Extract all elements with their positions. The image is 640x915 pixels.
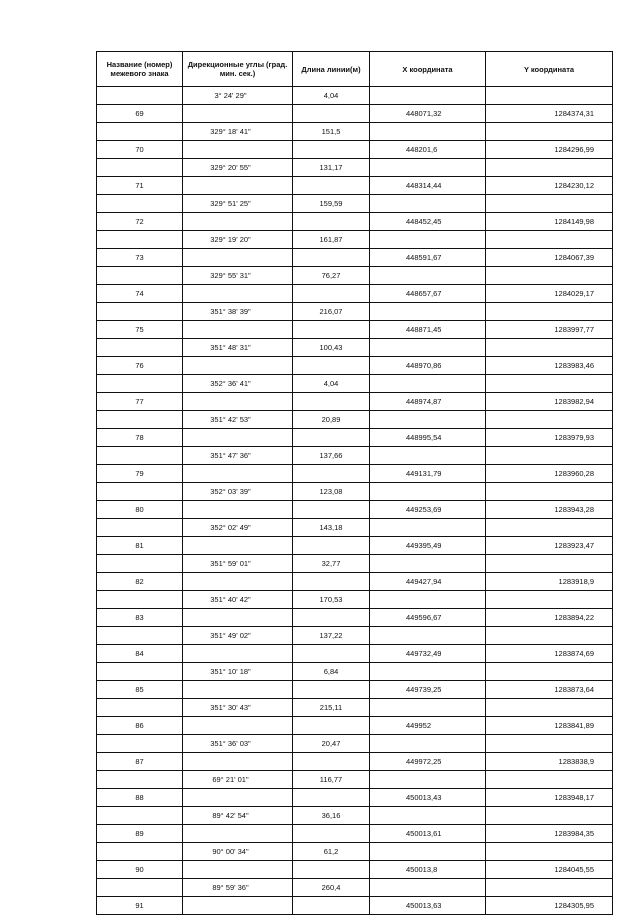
empty-cell	[370, 879, 486, 897]
header-x: X координата	[370, 52, 486, 87]
empty-cell	[486, 195, 613, 213]
empty-cell	[486, 699, 613, 717]
empty-cell	[370, 195, 486, 213]
point-name-cell: 89	[97, 825, 183, 843]
point-name-cell: 79	[97, 465, 183, 483]
empty-cell	[97, 375, 183, 393]
empty-cell	[486, 267, 613, 285]
empty-cell	[97, 591, 183, 609]
empty-cell	[183, 681, 293, 699]
point-name-cell: 84	[97, 645, 183, 663]
table-header-row	[97, 52, 613, 87]
empty-cell	[370, 519, 486, 537]
y-coordinate-cell: 1283894,22	[486, 609, 613, 627]
empty-cell	[183, 501, 293, 519]
table-row-line	[97, 663, 613, 681]
table-row-point	[97, 429, 613, 447]
length-cell: 4,04	[293, 87, 370, 105]
empty-cell	[97, 267, 183, 285]
empty-cell	[97, 411, 183, 429]
empty-cell	[183, 249, 293, 267]
empty-cell	[97, 231, 183, 249]
x-coordinate-cell: 449739,25	[370, 681, 486, 699]
empty-cell	[183, 105, 293, 123]
point-name-cell: 85	[97, 681, 183, 699]
empty-cell	[183, 321, 293, 339]
angle-cell: 351° 48' 31"	[183, 339, 293, 357]
empty-cell	[293, 105, 370, 123]
empty-cell	[183, 357, 293, 375]
table-row-point	[97, 717, 613, 735]
table-row-line	[97, 87, 613, 105]
point-name-cell: 83	[97, 609, 183, 627]
x-coordinate-cell: 448314,44	[370, 177, 486, 195]
y-coordinate-cell: 1284029,17	[486, 285, 613, 303]
empty-cell	[293, 141, 370, 159]
empty-cell	[370, 375, 486, 393]
empty-cell	[183, 285, 293, 303]
empty-cell	[370, 663, 486, 681]
table-row-point	[97, 393, 613, 411]
empty-cell	[370, 555, 486, 573]
empty-cell	[183, 645, 293, 663]
point-name-cell: 78	[97, 429, 183, 447]
length-cell: 159,59	[293, 195, 370, 213]
empty-cell	[370, 267, 486, 285]
length-cell: 76,27	[293, 267, 370, 285]
y-coordinate-cell: 1283960,28	[486, 465, 613, 483]
empty-cell	[293, 717, 370, 735]
empty-cell	[486, 555, 613, 573]
empty-cell	[97, 699, 183, 717]
x-coordinate-cell: 448974,87	[370, 393, 486, 411]
point-name-cell: 81	[97, 537, 183, 555]
angle-cell: 90° 00' 34"	[183, 843, 293, 861]
empty-cell	[293, 861, 370, 879]
y-coordinate-cell: 1283943,28	[486, 501, 613, 519]
empty-cell	[486, 483, 613, 501]
y-coordinate-cell: 1284296,99	[486, 141, 613, 159]
table-row-line	[97, 303, 613, 321]
empty-cell	[370, 483, 486, 501]
empty-cell	[183, 825, 293, 843]
angle-cell: 351° 42' 53"	[183, 411, 293, 429]
x-coordinate-cell: 448071,32	[370, 105, 486, 123]
length-cell: 137,66	[293, 447, 370, 465]
table-row-line	[97, 267, 613, 285]
y-coordinate-cell: 1283984,35	[486, 825, 613, 843]
length-cell: 260,4	[293, 879, 370, 897]
x-coordinate-cell: 449596,67	[370, 609, 486, 627]
y-coordinate-cell: 1283948,17	[486, 789, 613, 807]
y-coordinate-cell: 1283841,89	[486, 717, 613, 735]
table-row-line	[97, 807, 613, 825]
point-name-cell: 90	[97, 861, 183, 879]
x-coordinate-cell: 448657,67	[370, 285, 486, 303]
empty-cell	[293, 537, 370, 555]
empty-cell	[183, 573, 293, 591]
angle-cell: 89° 59' 36"	[183, 879, 293, 897]
empty-cell	[97, 807, 183, 825]
x-coordinate-cell: 450013,61	[370, 825, 486, 843]
table-row-line	[97, 195, 613, 213]
header-y: Y координата	[486, 52, 613, 87]
empty-cell	[293, 177, 370, 195]
table-row-point	[97, 609, 613, 627]
length-cell: 116,77	[293, 771, 370, 789]
point-name-cell: 80	[97, 501, 183, 519]
angle-cell: 351° 10' 18"	[183, 663, 293, 681]
empty-cell	[183, 897, 293, 915]
y-coordinate-cell: 1283918,9	[486, 573, 613, 591]
table-row-line	[97, 627, 613, 645]
empty-cell	[293, 429, 370, 447]
point-name-cell: 82	[97, 573, 183, 591]
angle-cell: 351° 38' 39"	[183, 303, 293, 321]
y-coordinate-cell: 1283923,47	[486, 537, 613, 555]
length-cell: 100,43	[293, 339, 370, 357]
empty-cell	[486, 843, 613, 861]
table-row-line	[97, 771, 613, 789]
point-name-cell: 76	[97, 357, 183, 375]
x-coordinate-cell: 448591,67	[370, 249, 486, 267]
empty-cell	[293, 897, 370, 915]
empty-cell	[486, 807, 613, 825]
length-cell: 131,17	[293, 159, 370, 177]
empty-cell	[293, 249, 370, 267]
empty-cell	[293, 609, 370, 627]
empty-cell	[486, 375, 613, 393]
length-cell: 216,07	[293, 303, 370, 321]
x-coordinate-cell: 450013,8	[370, 861, 486, 879]
x-coordinate-cell: 448871,45	[370, 321, 486, 339]
empty-cell	[370, 411, 486, 429]
empty-cell	[97, 447, 183, 465]
empty-cell	[97, 879, 183, 897]
table-row-point	[97, 645, 613, 663]
y-coordinate-cell: 1283838,9	[486, 753, 613, 771]
table-row-line	[97, 483, 613, 501]
empty-cell	[370, 231, 486, 249]
header-length: Длина линии(м)	[293, 52, 370, 87]
length-cell: 32,77	[293, 555, 370, 573]
point-name-cell: 86	[97, 717, 183, 735]
empty-cell	[370, 123, 486, 141]
angle-cell: 351° 30' 43"	[183, 699, 293, 717]
angle-cell: 3° 24' 29"	[183, 87, 293, 105]
length-cell: 36,16	[293, 807, 370, 825]
length-cell: 143,18	[293, 519, 370, 537]
empty-cell	[486, 411, 613, 429]
x-coordinate-cell: 448201,6	[370, 141, 486, 159]
empty-cell	[293, 321, 370, 339]
empty-cell	[293, 501, 370, 519]
x-coordinate-cell: 450013,43	[370, 789, 486, 807]
table-row-point	[97, 177, 613, 195]
x-coordinate-cell: 448995,54	[370, 429, 486, 447]
empty-cell	[183, 861, 293, 879]
empty-cell	[293, 753, 370, 771]
point-name-cell: 74	[97, 285, 183, 303]
empty-cell	[370, 627, 486, 645]
empty-cell	[486, 303, 613, 321]
empty-cell	[97, 123, 183, 141]
empty-cell	[486, 627, 613, 645]
angle-cell: 351° 40' 42"	[183, 591, 293, 609]
empty-cell	[293, 465, 370, 483]
table-row-line	[97, 339, 613, 357]
empty-cell	[370, 591, 486, 609]
table-row-line	[97, 555, 613, 573]
table-row-point	[97, 285, 613, 303]
angle-cell: 351° 47' 36"	[183, 447, 293, 465]
empty-cell	[97, 303, 183, 321]
empty-cell	[486, 123, 613, 141]
table-row-point	[97, 537, 613, 555]
angle-cell: 329° 51' 25"	[183, 195, 293, 213]
length-cell: 6,84	[293, 663, 370, 681]
angle-cell: 329° 19' 20"	[183, 231, 293, 249]
empty-cell	[370, 771, 486, 789]
empty-cell	[370, 699, 486, 717]
length-cell: 161,87	[293, 231, 370, 249]
empty-cell	[183, 213, 293, 231]
point-name-cell: 73	[97, 249, 183, 267]
length-cell: 215,11	[293, 699, 370, 717]
point-name-cell: 75	[97, 321, 183, 339]
empty-cell	[97, 843, 183, 861]
empty-cell	[183, 537, 293, 555]
empty-cell	[486, 519, 613, 537]
table-row-point	[97, 861, 613, 879]
point-name-cell: 87	[97, 753, 183, 771]
x-coordinate-cell: 449732,49	[370, 645, 486, 663]
angle-cell: 329° 18' 41"	[183, 123, 293, 141]
length-cell: 151,5	[293, 123, 370, 141]
empty-cell	[97, 159, 183, 177]
x-coordinate-cell: 448452,45	[370, 213, 486, 231]
empty-cell	[370, 843, 486, 861]
empty-cell	[486, 591, 613, 609]
empty-cell	[370, 807, 486, 825]
table-row-point	[97, 789, 613, 807]
table-row-point	[97, 357, 613, 375]
y-coordinate-cell: 1284230,12	[486, 177, 613, 195]
table-row-line	[97, 447, 613, 465]
empty-cell	[183, 429, 293, 447]
x-coordinate-cell: 449972,25	[370, 753, 486, 771]
length-cell: 61,2	[293, 843, 370, 861]
empty-cell	[97, 483, 183, 501]
empty-cell	[183, 609, 293, 627]
table-row-point	[97, 573, 613, 591]
angle-cell: 352° 02' 49"	[183, 519, 293, 537]
empty-cell	[183, 141, 293, 159]
y-coordinate-cell: 1284374,31	[486, 105, 613, 123]
empty-cell	[486, 447, 613, 465]
y-coordinate-cell: 1284305,95	[486, 897, 613, 915]
empty-cell	[183, 393, 293, 411]
table-row-point	[97, 321, 613, 339]
empty-cell	[183, 465, 293, 483]
angle-cell: 89° 42' 54"	[183, 807, 293, 825]
length-cell: 4,04	[293, 375, 370, 393]
x-coordinate-cell: 449427,94	[370, 573, 486, 591]
empty-cell	[486, 231, 613, 249]
empty-cell	[183, 717, 293, 735]
y-coordinate-cell: 1283997,77	[486, 321, 613, 339]
x-coordinate-cell: 448970,86	[370, 357, 486, 375]
angle-cell: 329° 20' 55"	[183, 159, 293, 177]
table-row-point	[97, 681, 613, 699]
empty-cell	[97, 519, 183, 537]
empty-cell	[293, 681, 370, 699]
point-name-cell: 88	[97, 789, 183, 807]
y-coordinate-cell: 1283979,93	[486, 429, 613, 447]
empty-cell	[183, 177, 293, 195]
y-coordinate-cell: 1283982,94	[486, 393, 613, 411]
x-coordinate-cell: 449131,79	[370, 465, 486, 483]
point-name-cell: 77	[97, 393, 183, 411]
empty-cell	[97, 627, 183, 645]
table-row-line	[97, 699, 613, 717]
empty-cell	[486, 159, 613, 177]
length-cell: 170,53	[293, 591, 370, 609]
table-row-line	[97, 159, 613, 177]
empty-cell	[97, 663, 183, 681]
empty-cell	[293, 393, 370, 411]
length-cell: 20,47	[293, 735, 370, 753]
angle-cell: 351° 59' 01"	[183, 555, 293, 573]
empty-cell	[293, 789, 370, 807]
x-coordinate-cell: 449952	[370, 717, 486, 735]
empty-cell	[486, 87, 613, 105]
empty-cell	[293, 573, 370, 591]
x-coordinate-cell: 449253,69	[370, 501, 486, 519]
empty-cell	[97, 735, 183, 753]
y-coordinate-cell: 1284045,55	[486, 861, 613, 879]
table-row-point	[97, 501, 613, 519]
empty-cell	[486, 663, 613, 681]
table-row-line	[97, 411, 613, 429]
y-coordinate-cell: 1284149,98	[486, 213, 613, 231]
table-row-point	[97, 753, 613, 771]
table-row-line	[97, 591, 613, 609]
length-cell: 20,89	[293, 411, 370, 429]
table-row-point	[97, 105, 613, 123]
y-coordinate-cell: 1283983,46	[486, 357, 613, 375]
angle-cell: 351° 36' 03"	[183, 735, 293, 753]
point-name-cell: 70	[97, 141, 183, 159]
table-row-line	[97, 375, 613, 393]
table-row-point	[97, 141, 613, 159]
empty-cell	[370, 87, 486, 105]
header-name: Название (номер) межевого знака	[97, 52, 183, 87]
empty-cell	[486, 879, 613, 897]
empty-cell	[370, 735, 486, 753]
table-row-point	[97, 249, 613, 267]
angle-cell: 69° 21' 01"	[183, 771, 293, 789]
empty-cell	[370, 339, 486, 357]
empty-cell	[486, 771, 613, 789]
coordinates-table	[96, 51, 613, 915]
empty-cell	[183, 753, 293, 771]
point-name-cell: 72	[97, 213, 183, 231]
length-cell: 137,22	[293, 627, 370, 645]
length-cell: 123,08	[293, 483, 370, 501]
empty-cell	[370, 447, 486, 465]
table-row-line	[97, 231, 613, 249]
table-row-line	[97, 843, 613, 861]
angle-cell: 329° 55' 31"	[183, 267, 293, 285]
point-name-cell: 69	[97, 105, 183, 123]
empty-cell	[97, 555, 183, 573]
angle-cell: 351° 49' 02"	[183, 627, 293, 645]
point-name-cell: 71	[97, 177, 183, 195]
y-coordinate-cell: 1283874,69	[486, 645, 613, 663]
x-coordinate-cell: 449395,49	[370, 537, 486, 555]
empty-cell	[293, 645, 370, 663]
empty-cell	[97, 771, 183, 789]
empty-cell	[486, 339, 613, 357]
table-row-line	[97, 735, 613, 753]
table-row-line	[97, 879, 613, 897]
table-row-point	[97, 213, 613, 231]
angle-cell: 352° 03' 39"	[183, 483, 293, 501]
empty-cell	[293, 825, 370, 843]
angle-cell: 352° 36' 41"	[183, 375, 293, 393]
empty-cell	[97, 87, 183, 105]
table-row-line	[97, 519, 613, 537]
table-row-point	[97, 897, 613, 915]
point-name-cell: 91	[97, 897, 183, 915]
empty-cell	[97, 195, 183, 213]
table-row-line	[97, 123, 613, 141]
table-row-point	[97, 465, 613, 483]
empty-cell	[97, 339, 183, 357]
empty-cell	[293, 357, 370, 375]
empty-cell	[183, 789, 293, 807]
empty-cell	[370, 303, 486, 321]
empty-cell	[486, 735, 613, 753]
empty-cell	[370, 159, 486, 177]
header-angle: Дирекционные углы (град. мин. сек.)	[183, 52, 293, 87]
x-coordinate-cell: 450013,63	[370, 897, 486, 915]
y-coordinate-cell: 1284067,39	[486, 249, 613, 267]
y-coordinate-cell: 1283873,64	[486, 681, 613, 699]
empty-cell	[293, 213, 370, 231]
table-body	[97, 87, 613, 915]
empty-cell	[293, 285, 370, 303]
table-row-point	[97, 825, 613, 843]
